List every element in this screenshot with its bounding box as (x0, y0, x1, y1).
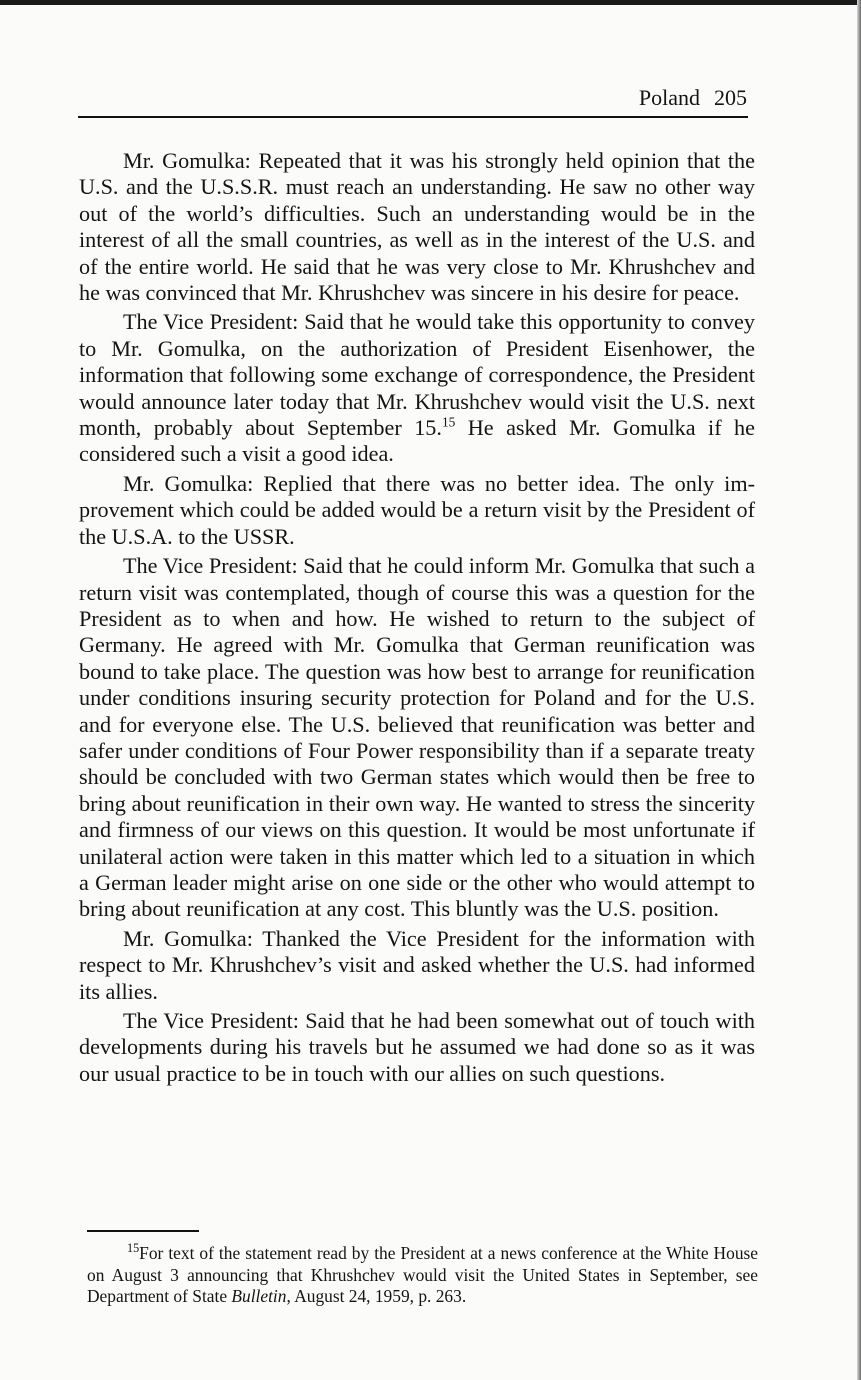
section-title: Poland (638, 85, 700, 110)
footnote-reference: 15 (441, 414, 456, 430)
paragraph-6: The Vice President: Said that he had been somewhat out of touch with developments during his travels but he assumed we had done so as it was our usual practice to be in touch with our allies on such questions. (79, 1008, 755, 1086)
footnote-number: 15 (127, 1241, 140, 1256)
page-number: 205 (714, 85, 747, 110)
paragraph-2-text-a: The Vice President: Said that he would take this opportunity to convey to Mr. Gomulka, on the authorization of President Eisenhower, the information that following some exchange of correspondence, the President would announce later today that Mr. Khrushchev would visit the U.S. next month, probably about September 15. (79, 309, 755, 441)
body-text (79, 148, 755, 1090)
paragraph-4: The Vice President: Said that he could inform Mr. Gomulka that such a return visit was contemplated, though of course this was a question for the President as to when and how. He wished to return to the subject of Germany. He agreed with Mr. Gomulka that German reunification was bound to take place. The question was how best to arrange for reunification under conditions insuring security protection for Poland and for the U.S. and for everyone else. The U.S. believed that reunification was better and safer under conditions of Four Power responsibility than if a separate treaty should be concluded with two German states which would then be free to bring about reunification in their own way. He wanted to stress the sincerity and firmness of our views on this question. It would be most unfortunate if unilateral action were taken in this matter which led to a situation in which a German leader might arise on one side or the other who would attempt to bring about reunification at any cost. This bluntly was the U.S. position. (79, 553, 755, 922)
footnote (87, 1243, 758, 1308)
footnote-rule (87, 1230, 199, 1232)
paragraph-2 (79, 309, 755, 467)
footnote-publication-title: Bulletin (231, 1286, 287, 1306)
paragraph-5: Mr. Gomulka: Thanked the Vice President for the information with respect to Mr. Khrushchev’s visit and asked whether the U.S. had informed its allies. (79, 925, 755, 1004)
running-head (79, 84, 747, 112)
scan-right-edge (857, 0, 861, 1380)
footnote-text-b: , August 24, 1959, p. 263. (286, 1286, 467, 1306)
paragraph-2-text-b: He asked Mr. Gomulka if he considered such a visit a good idea. (79, 415, 755, 467)
paragraph-1: Mr. Gomulka: Repeated that it was his strongly held opinion that the U.S. and the U.S.S.R. must reach an understanding. He saw no other way out of the world’s difficulties. Such an understanding would be in the interest of all the small countries, as well as in the interest of the U.S. and of the entire world. He said that he was very close to Mr. Khrushchev and he was convinced that Mr. Khrushchev was sincere in his desire for peace. (79, 148, 755, 306)
footnote-text-a: For text of the statement read by the President at a news conference at the White House on August 3 announcing that Khrushchev would visit the United States in September, see Department of State (87, 1243, 758, 1306)
paragraph-3: Mr. Gomulka: Replied that there was no better idea. The only improvement which could be added would be a return visit by the President of the U.S.A. to the USSR. (79, 470, 755, 549)
scan-top-edge (0, 0, 861, 5)
header-rule (78, 116, 748, 118)
